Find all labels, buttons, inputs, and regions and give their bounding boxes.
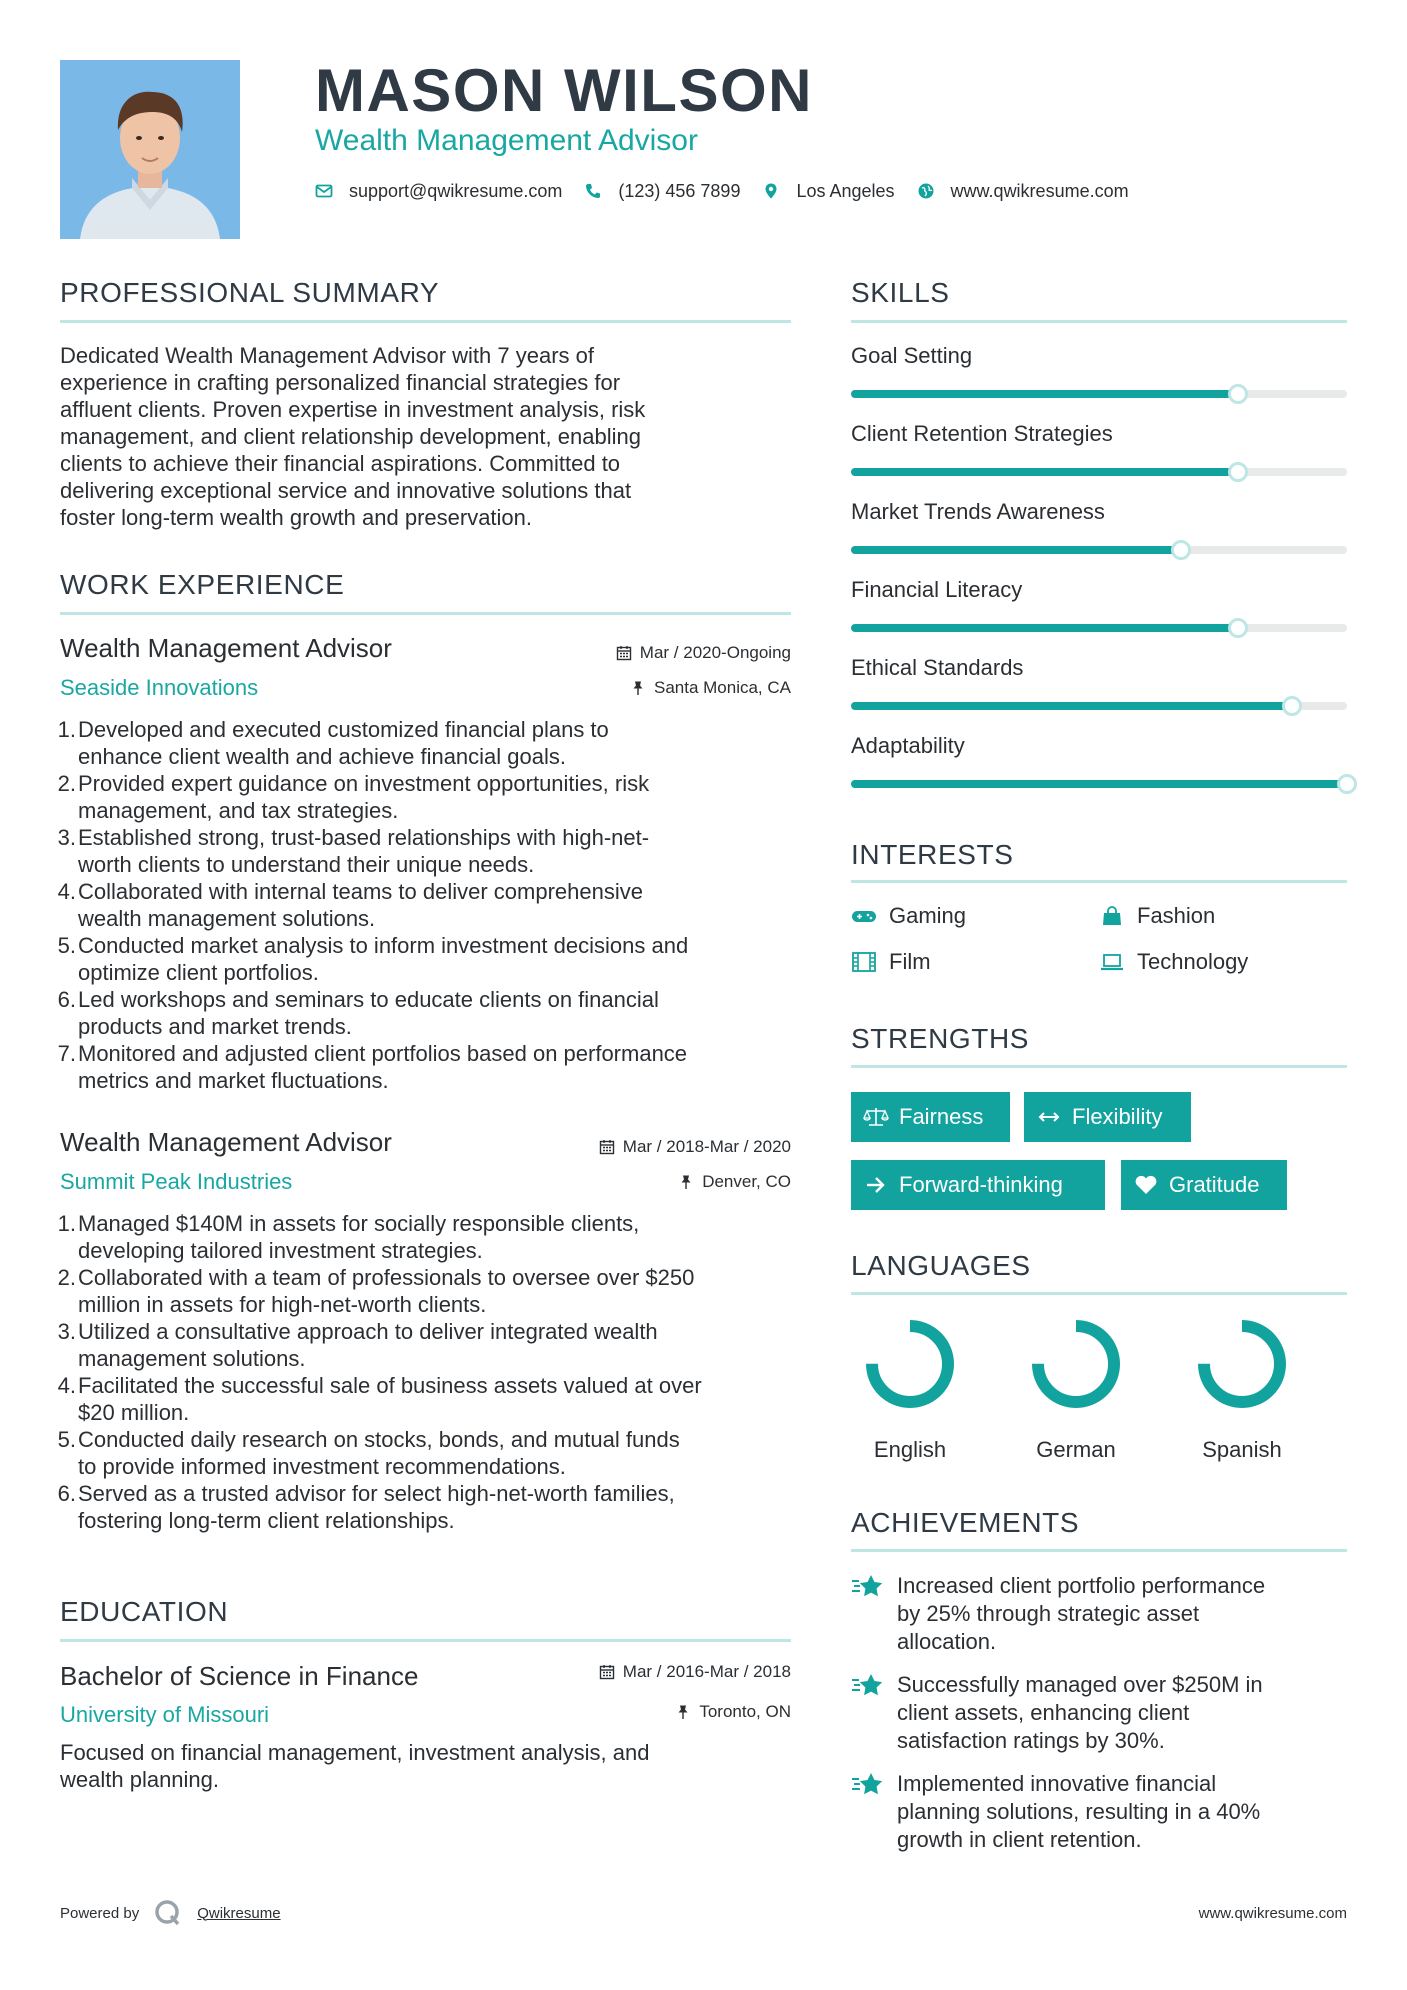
list-number: 4. (57, 1373, 76, 1398)
skill-bar-fill (851, 390, 1238, 398)
education-date (599, 1661, 791, 1683)
skill-bar-knob (1171, 540, 1191, 560)
achievements-heading: ACHIEVEMENTS (851, 1507, 1080, 1538)
powered-by-text: Powered by (60, 1904, 140, 1922)
achievement-line: Successfully managed over $250M in (897, 1672, 1263, 1697)
interest-item-technology (1099, 948, 1248, 976)
list-item (57, 1264, 810, 1318)
laptop-icon (1099, 951, 1125, 973)
summary-line: clients to achieve their financial aspirations. Committed to (60, 451, 621, 476)
star-icon (851, 1671, 885, 1699)
candidate-name: MASON WILSON (315, 57, 813, 124)
strength-tag-forward-thinking (851, 1160, 1105, 1210)
achievement-line: growth in client retention. (897, 1827, 1142, 1852)
achievement-line: by 25% through strategic asset (897, 1601, 1200, 1626)
bullet-line: Facilitated the successful sale of business assets valued at over (78, 1373, 702, 1398)
achievement-item (851, 1671, 1351, 1755)
interest-label: Gaming (889, 903, 967, 928)
job-title: Wealth Management Advisor (60, 633, 392, 663)
arrow-right-icon (863, 1174, 889, 1196)
bullet-line: million in assets for high-net-worth clients. (78, 1292, 487, 1317)
list-item (57, 878, 810, 932)
qwikresume-logo-icon (153, 1898, 183, 1928)
language-item (850, 1318, 970, 1464)
arrows-horizontal-icon (1036, 1106, 1062, 1128)
interest-label: Fashion (1137, 903, 1216, 928)
education-line: Focused on financial management, investment analysis, and (60, 1740, 650, 1765)
job-location-row (60, 677, 791, 699)
achievement-line: allocation. (897, 1629, 997, 1654)
star-icon (851, 1572, 885, 1600)
skill-label: Financial Literacy (851, 577, 1023, 602)
location-text: Los Angeles (796, 180, 895, 201)
bullet-line: $20 million. (78, 1400, 190, 1425)
education-description (60, 1739, 800, 1793)
language-ring (864, 1318, 956, 1410)
calendar-icon (599, 1664, 615, 1680)
job-date (599, 1136, 791, 1158)
list-number: 7. (57, 1041, 76, 1066)
list-item (57, 932, 810, 986)
skills-heading: SKILLS (851, 277, 950, 308)
globe-icon (917, 182, 935, 200)
contact-phone[interactable] (584, 181, 740, 202)
skill-bar (851, 624, 1347, 632)
bullet-line: Led workshops and seminars to educate clients on financial (78, 987, 659, 1012)
bullet-line: enhance client wealth and achieve financial goals. (78, 744, 566, 769)
calendar-icon (599, 1139, 615, 1155)
bullet-line: Collaborated with a team of professionals to oversee over $250 (78, 1265, 695, 1290)
list-number: 2. (57, 1265, 76, 1290)
footer-website[interactable]: www.qwikresume.com (1198, 1905, 1347, 1922)
summary-line: Dedicated Wealth Management Advisor with 7 years of (60, 343, 594, 368)
list-item (57, 986, 810, 1040)
contact-row (315, 178, 1151, 204)
skill-bar (851, 546, 1347, 554)
pushpin-icon (678, 1174, 694, 1190)
skill-bar-fill (851, 546, 1181, 554)
language-item (1016, 1318, 1136, 1464)
achievement-item (851, 1572, 1351, 1656)
language-ring-arc (872, 1326, 948, 1402)
balance-scale-icon (863, 1106, 889, 1128)
list-item (57, 1210, 810, 1264)
language-ring-arc (1038, 1326, 1114, 1402)
skill-bar (851, 468, 1347, 476)
list-number: 2. (57, 771, 76, 796)
bullet-line: Served as a trusted advisor for select high-net-worth families, (78, 1481, 675, 1506)
bullet-line: Conducted market analysis to inform investment decisions and (78, 933, 689, 958)
skill-bar (851, 390, 1347, 398)
strength-tag-fairness (851, 1092, 1010, 1142)
summary-line: experience in crafting personalized financial strategies for (60, 370, 621, 395)
summary-text (60, 342, 800, 531)
phone-icon (584, 182, 602, 200)
bullet-line: developing tailored investment strategies. (78, 1238, 483, 1263)
list-number: 3. (57, 825, 76, 850)
achievements-divider (851, 1549, 1347, 1552)
strengths-divider (851, 1065, 1347, 1068)
bullet-line: Established strong, trust-based relationships with high-net- (78, 825, 650, 850)
interests-heading: INTERESTS (851, 839, 1014, 870)
achievement-line: client assets, enhancing client (897, 1700, 1190, 1725)
job-title: Wealth Management Advisor (60, 1127, 392, 1157)
bullet-line: management, and tax strategies. (78, 798, 399, 823)
list-item (57, 824, 810, 878)
job-date-row (60, 1136, 791, 1158)
candidate-title: Wealth Management Advisor (315, 124, 698, 157)
bullet-line: wealth management solutions. (78, 906, 376, 931)
job-date-text: Mar / 2018-Mar / 2020 (622, 1137, 791, 1156)
skill-bar-fill (851, 624, 1238, 632)
language-ring-arc (1204, 1326, 1280, 1402)
job-bullets (57, 716, 810, 1094)
interest-label: Technology (1137, 949, 1249, 974)
person-portrait-icon (60, 60, 240, 239)
education-date-text: Mar / 2016-Mar / 2018 (622, 1662, 791, 1681)
bullet-line: to provide informed investment recommendations. (78, 1454, 566, 1479)
bullet-line: fostering long-term client relationships. (78, 1508, 455, 1533)
skill-label: Adaptability (851, 733, 965, 758)
achievement-line: Increased client portfolio performance (897, 1573, 1266, 1598)
skill-bar (851, 702, 1347, 710)
strength-label: Fairness (899, 1104, 984, 1129)
list-number: 1. (57, 1211, 76, 1236)
list-item (57, 1040, 810, 1094)
skill-bar (851, 780, 1347, 788)
bullet-line: Provided expert guidance on investment opportunities, risk (78, 771, 650, 796)
list-item (57, 770, 810, 824)
contact-location (762, 181, 894, 202)
map-pin-icon (762, 182, 780, 200)
skill-label: Ethical Standards (851, 655, 1024, 680)
strength-label: Gratitude (1169, 1172, 1260, 1197)
bullet-line: Monitored and adjusted client portfolios based on performance (78, 1041, 688, 1066)
list-item (57, 1480, 810, 1534)
list-item (57, 1372, 810, 1426)
education-heading: EDUCATION (60, 1596, 229, 1627)
language-ring (1196, 1318, 1288, 1410)
heart-icon (1133, 1174, 1159, 1196)
education-location-text: Toronto, ON (699, 1702, 791, 1721)
achievement-item (851, 1770, 1351, 1854)
website-text: www.qwikresume.com (950, 180, 1129, 201)
contact-email[interactable] (315, 181, 562, 202)
achievement-line: Implemented innovative financial (897, 1771, 1217, 1796)
language-label: German (1036, 1437, 1116, 1462)
bullet-line: products and market trends. (78, 1014, 352, 1039)
education-divider (60, 1639, 791, 1642)
skill-bar-fill (851, 780, 1347, 788)
company-name: Seaside Innovations (60, 675, 259, 700)
bullet-line: Conducted daily research on stocks, bonds, and mutual funds (78, 1427, 680, 1452)
pushpin-icon (630, 680, 646, 696)
summary-line: delivering exceptional service and innovative solutions that (60, 478, 632, 503)
language-item (1182, 1318, 1302, 1464)
skill-bar-knob (1228, 384, 1248, 404)
education-date-row (60, 1661, 791, 1683)
strength-tag-gratitude (1121, 1160, 1287, 1210)
bullet-line: Collaborated with internal teams to deliver comprehensive (78, 879, 643, 904)
job-location-text: Denver, CO (702, 1172, 791, 1191)
bullet-line: worth clients to understand their unique needs. (78, 852, 535, 877)
skill-bar-fill (851, 702, 1292, 710)
company-name: Summit Peak Industries (60, 1169, 293, 1194)
skills-divider (851, 320, 1347, 323)
achievement-line: satisfaction ratings by 30%. (897, 1728, 1165, 1753)
interests-divider (851, 880, 1347, 883)
list-number: 5. (57, 1427, 76, 1452)
interest-item-gaming (851, 902, 966, 930)
list-number: 3. (57, 1319, 76, 1344)
job-location (630, 677, 791, 699)
languages-divider (851, 1292, 1347, 1295)
list-number: 1. (57, 717, 76, 742)
list-number: 6. (57, 1481, 76, 1506)
bullet-line: management solutions. (78, 1346, 306, 1371)
job-date-row (60, 642, 791, 664)
summary-line: foster long-term wealth growth and preservation. (60, 505, 533, 530)
list-number: 4. (57, 879, 76, 904)
summary-heading: PROFESSIONAL SUMMARY (60, 277, 440, 308)
bullet-line: Utilized a consultative approach to deliver integrated wealth (78, 1319, 658, 1344)
education-location (675, 1701, 791, 1723)
footer-powered-by (60, 1898, 281, 1928)
interest-item-film (851, 948, 931, 976)
shopping-bag-icon (1099, 905, 1125, 927)
education-line: wealth planning. (60, 1767, 220, 1792)
list-item (57, 1426, 810, 1480)
skill-bar-knob (1282, 696, 1302, 716)
skill-label: Goal Setting (851, 343, 973, 368)
language-label: Spanish (1202, 1437, 1282, 1462)
job-date-text: Mar / 2020-Ongoing (639, 643, 791, 662)
summary-divider (60, 320, 791, 323)
experience-heading: WORK EXPERIENCE (60, 569, 345, 600)
phone-text: (123) 456 7899 (618, 180, 741, 201)
languages-heading: LANGUAGES (851, 1250, 1031, 1281)
calendar-icon (616, 645, 632, 661)
language-ring (1030, 1318, 1122, 1410)
interest-label: Film (889, 949, 931, 974)
education-location-row (60, 1701, 791, 1723)
strength-label: Flexibility (1072, 1104, 1163, 1129)
film-icon (851, 951, 877, 973)
interest-item-fashion (1099, 902, 1215, 930)
list-number: 6. (57, 987, 76, 1012)
job-location (678, 1171, 791, 1193)
bullet-line: Developed and executed customized financial plans to (78, 717, 609, 742)
job-date (616, 642, 791, 664)
list-number: 5. (57, 933, 76, 958)
star-icon (851, 1770, 885, 1798)
skill-bar-knob (1228, 618, 1248, 638)
bullet-line: Managed $140M in assets for socially responsible clients, (78, 1211, 640, 1236)
school-name: University of Missouri (60, 1702, 270, 1727)
profile-photo (60, 60, 240, 239)
list-item (57, 1318, 810, 1372)
gamepad-icon (851, 905, 877, 927)
summary-line: management, and client relationship development, enabling (60, 424, 641, 449)
language-label: English (873, 1437, 947, 1462)
summary-line: affluent clients. Proven expertise in investment analysis, risk (60, 397, 646, 422)
pushpin-icon (675, 1704, 691, 1720)
skill-bar-knob (1337, 774, 1357, 794)
list-item (57, 716, 810, 770)
strength-label: Forward-thinking (899, 1172, 1063, 1197)
email-text: support@qwikresume.com (349, 180, 563, 201)
skill-bar-fill (851, 468, 1238, 476)
contact-website[interactable] (917, 181, 1129, 202)
brand-link[interactable]: Qwikresume (197, 1904, 281, 1922)
job-bullets (57, 1210, 810, 1534)
skill-label: Market Trends Awareness (851, 499, 1105, 524)
skill-label: Client Retention Strategies (851, 421, 1113, 446)
strength-tag-flexibility (1024, 1092, 1191, 1142)
envelope-icon (315, 182, 333, 200)
bullet-line: optimize client portfolios. (78, 960, 319, 985)
job-location-row (60, 1171, 791, 1193)
job-location-text: Santa Monica, CA (653, 678, 791, 697)
achievement-line: planning solutions, resulting in a 40% (897, 1799, 1261, 1824)
strengths-heading: STRENGTHS (851, 1023, 1030, 1054)
skill-bar-knob (1228, 462, 1248, 482)
bullet-line: metrics and market fluctuations. (78, 1068, 389, 1093)
experience-divider (60, 612, 791, 615)
degree-title: Bachelor of Science in Finance (60, 1661, 419, 1691)
